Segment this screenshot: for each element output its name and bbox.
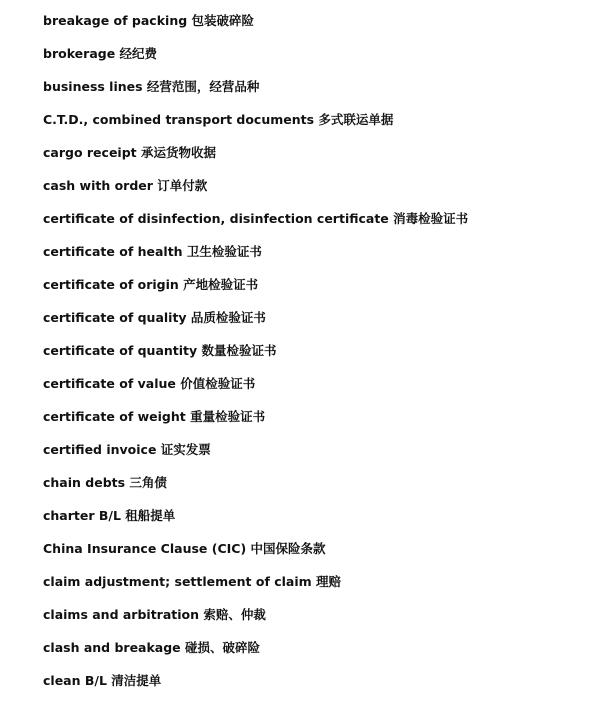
- glossary-entry: certificate of quality 品质检验证书: [43, 310, 266, 325]
- glossary-entry: clean B/L 清洁提单: [43, 673, 162, 688]
- glossary-list: [43, 10, 468, 703]
- glossary-entry: certificate of origin 产地检验证书: [43, 277, 259, 292]
- glossary-entry: certificate of quantity 数量检验证书: [43, 343, 277, 358]
- glossary-entry: cash with order 订单付款: [43, 178, 208, 193]
- glossary-entry: certificate of value 价值检验证书: [43, 376, 256, 391]
- glossary-entry: claims and arbitration 索赔、仲裁: [43, 607, 266, 622]
- glossary-entry: chain debts 三角债: [43, 475, 167, 490]
- glossary-entry: C.T.D., combined transport documents 多式联运单据: [43, 112, 394, 127]
- glossary-entry: claim adjustment; settlement of claim 理赔: [43, 574, 342, 589]
- glossary-entry: cargo receipt 承运货物收据: [43, 145, 216, 160]
- glossary-entry: charter B/L 租船提单: [43, 508, 176, 523]
- glossary-entry: business lines 经营范围，经营品种: [43, 79, 260, 94]
- glossary-entry: China Insurance Clause (CIC) 中国保险条款: [43, 541, 326, 556]
- glossary-entry: certificate of weight 重量检验证书: [43, 409, 266, 424]
- glossary-entry: clash and breakage 碰损、破碎险: [43, 640, 261, 655]
- glossary-entry: certified invoice 证实发票: [43, 442, 211, 457]
- glossary-entry: breakage of packing 包装破碎险: [43, 13, 255, 28]
- glossary-entry: brokerage 经纪费: [43, 46, 158, 61]
- glossary-entry: certificate of disinfection, disinfection certificate 消毒检验证书: [43, 211, 469, 226]
- glossary-entry: certificate of health 卫生检验证书: [43, 244, 262, 259]
